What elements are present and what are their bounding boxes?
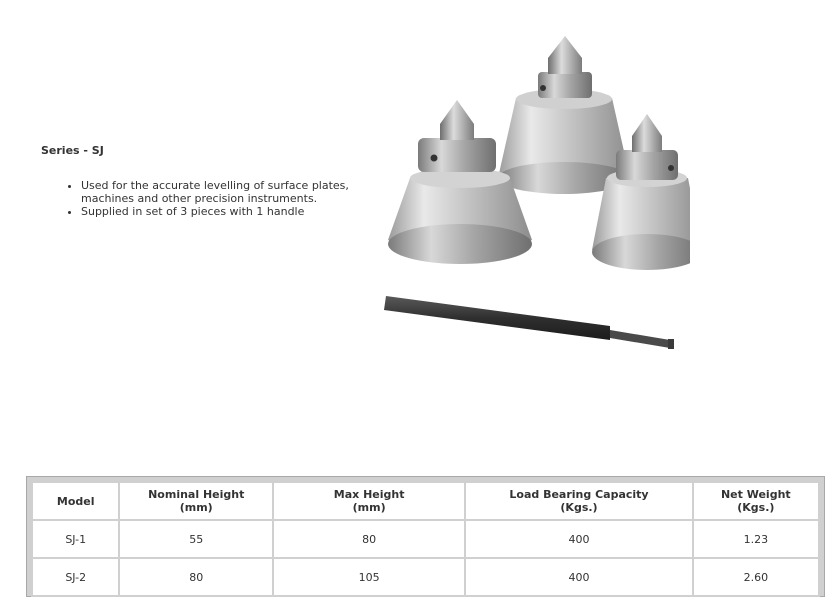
table-row <box>33 559 818 595</box>
cell-load-capacity: 400 <box>466 521 691 557</box>
product-image <box>378 28 690 358</box>
cell-max-height: 80 <box>274 521 464 557</box>
spec-table-container <box>26 476 825 597</box>
feature-item: • Supplied in set of 3 pieces with 1 handle <box>81 205 349 218</box>
column-header-load-capacity: Load Bearing Capacity (Kgs.) <box>466 483 691 519</box>
cell-nominal-height: 80 <box>120 559 272 595</box>
adjusting-handle <box>384 296 674 349</box>
column-header-max-height: Max Height (mm) <box>274 483 464 519</box>
levelling-jack-back <box>498 36 630 194</box>
series-title: Series - SJ <box>41 144 104 157</box>
cell-load-capacity: 400 <box>466 559 691 595</box>
feature-item: • Used for the accurate levelling of surface plates, machines and other precision instruments. <box>81 179 349 205</box>
column-header-model: Model <box>33 483 118 519</box>
spec-table <box>31 481 820 597</box>
cell-model: SJ-1 <box>33 521 118 557</box>
column-header-net-weight: Net Weight (Kgs.) <box>694 483 818 519</box>
column-header-nominal-height: Nominal Height (mm) <box>120 483 272 519</box>
table-row <box>33 521 818 557</box>
feature-list <box>64 179 349 218</box>
cell-max-height: 105 <box>274 559 464 595</box>
cell-model: SJ-2 <box>33 559 118 595</box>
cell-net-weight: 2.60 <box>694 559 818 595</box>
table-header-row <box>33 483 818 519</box>
cell-net-weight: 1.23 <box>694 521 818 557</box>
cell-nominal-height: 55 <box>120 521 272 557</box>
